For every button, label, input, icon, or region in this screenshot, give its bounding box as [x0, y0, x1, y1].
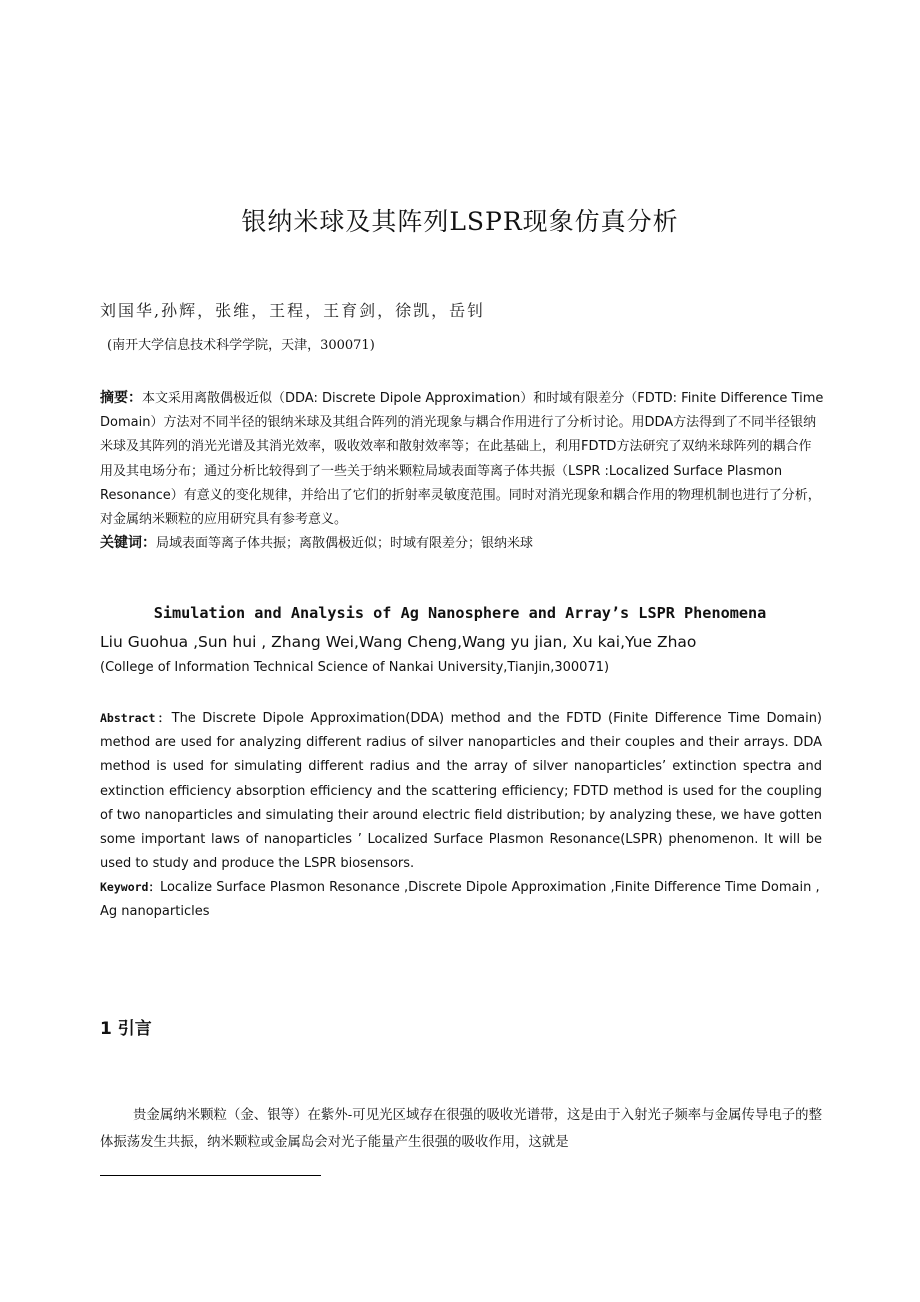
section1-paragraph: 贵金属纳米颗粒（金、银等）在紫外-可见光区域存在很强的吸收光谱带，这是由于入射光子频率与金属传导电子的整体振荡发生共振，纳米颗粒或金属岛会对光子能量产生很强的吸收作用，这就是 [100, 1108, 822, 1150]
paper-title-cn: 银纳米球及其阵列LSPR现象仿真分析 [241, 207, 679, 236]
keywords-en [100, 875, 830, 924]
abstract-cn-label: 摘要： [100, 390, 142, 406]
abstract-cn-text: 本文采用离散偶极近似（DDA: Discrete Dipole Approximation）和时域有限差分（FDTD: Finite Difference Time Domain）方法对不同半径的银纳米球及其组合阵列的消光现象与耦合作用进行了分析讨论。用DDA方法得到了不同半径银纳米球及其阵列的消光光谱及其消光效率，吸收效率和散射效率等；在此基础上，利用FDTD方法研究了双纳米球阵列的耦合作用及其电场分布；通过分析比较得到了一些关于纳米颗粒局域表面等离子体共振（LSPR :Localized Surface Plasmon Resonance）有意义的变化规律，并给出了它们的折射率灵敏度范围。同时对消光现象和耦合作用的物理机制也进行了分析，对金属纳米颗粒的应用研究具有参考意义。 [100, 391, 824, 528]
abstract-en [100, 706, 822, 876]
keywords-cn [100, 532, 824, 555]
authors-en: Liu Guohua ,Sun hui , Zhang Wei,Wang Cheng,Wang yu jian, Xu kai,Yue Zhao [100, 633, 697, 651]
keywords-en-label: Keyword： [100, 880, 160, 894]
paper-title-en: Simulation and Analysis of Ag Nanosphere and Array’s LSPR Phenomena [153, 604, 767, 622]
keywords-en-text: Localize Surface Plasmon Resonance ,Discrete Dipole Approximation ,Finite Difference Time Domain , Ag nanoparticles [100, 880, 820, 920]
abstract-en-label: Abstract： [100, 711, 172, 725]
keywords-cn-label: 关键词： [100, 535, 156, 551]
abstract-cn [100, 386, 824, 532]
authors-cn: 刘国华,孙辉，张维，王程，王育剑，徐凯，岳钊 [100, 301, 486, 320]
abstract-en-text: The Discrete Dipole Approximation(DDA) method and the FDTD (Finite Difference Time Domain) method are used for analyzing different radius of silver nanoparticles and their couples and their arrays. DDA method is used for simulating different radius and the array of silver nanoparticles’ extinction spectra and extinction efficiency absorption efficiency and the scattering efficiency; FDTD method is used for the coupling of two nanoparticles and simulating their around electric field distribution; by analyzing these, we have gotten some important laws of nanoparticles ’ Localized Surface Plasmon Resonance(LSPR) phenomenon. It will be used to study and produce the LSPR biosensors. [100, 711, 823, 872]
affiliation-cn: (南开大学信息技术科学学院，天津，300071) [107, 338, 375, 353]
affiliation-en: (College of Information Technical Science of Nankai University,Tianjin,300071) [100, 660, 610, 675]
footnote-divider [100, 1175, 321, 1176]
keywords-cn-text: 局域表面等离子体共振；离散偶极近似；时域有限差分；银纳米球 [156, 536, 534, 551]
section-heading: 1 引言 [100, 1019, 152, 1039]
